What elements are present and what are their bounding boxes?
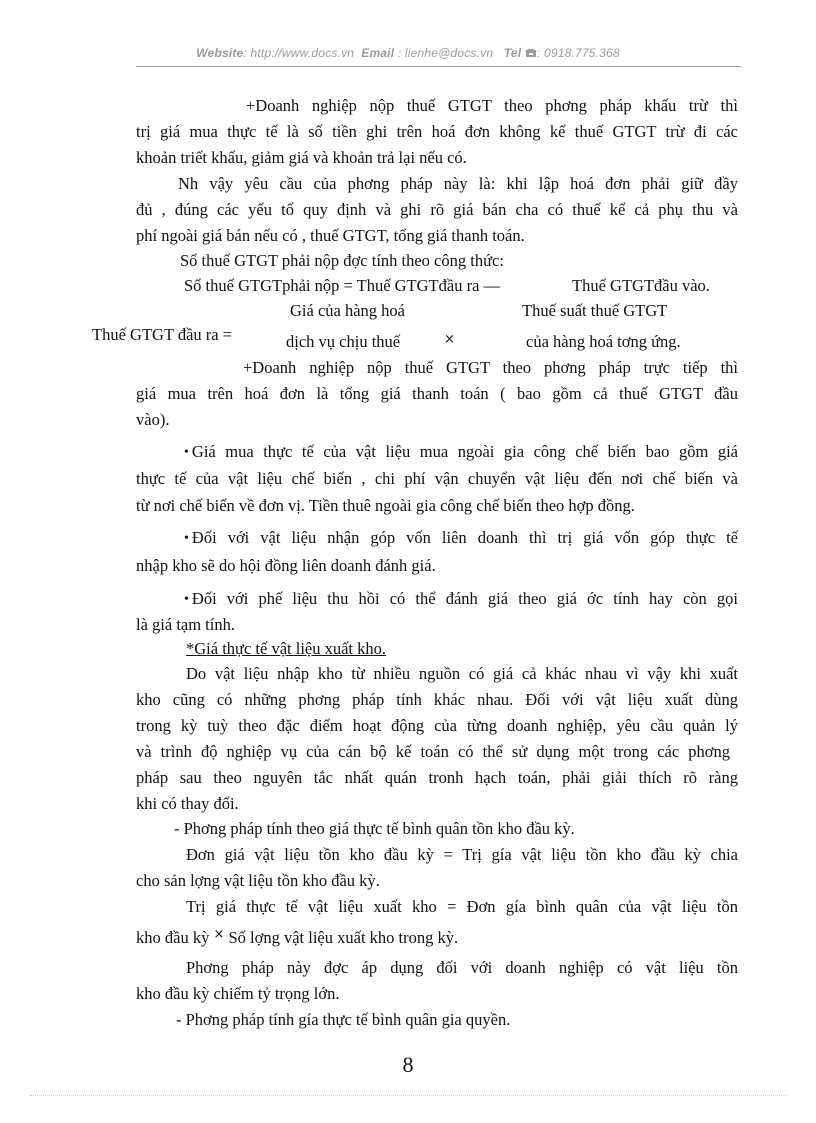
text-line: Đơn giá vật liệu tồn kho đầu kỳ = Trị gía vật liệu tồn kho đầu kỳ chia bbox=[186, 845, 738, 864]
bullet-item: • Đối với vật liệu nhận góp vốn liên doanh thì trị giá vốn góp thực tế bbox=[184, 528, 738, 547]
text-line: vào). bbox=[136, 410, 170, 429]
text-line: cho sản lợng vật liệu tồn kho đầu kỳ. bbox=[136, 871, 380, 890]
text-line: kho đầu kỳ × Số lợng vật liệu xuất kho trong kỳ. bbox=[136, 927, 459, 947]
text-line: phí ngoài giá bán nếu có , thuế GTGT, tổng giá thanh toán. bbox=[136, 226, 525, 245]
text-line: giá mua trên hoá đơn là tổng giá thanh toán ( bao gồm cả thuế GTGT đầu bbox=[136, 384, 738, 403]
formula-numerator-left: Giá của hàng hoá bbox=[290, 301, 405, 320]
page-header bbox=[0, 46, 816, 60]
email-label: Email bbox=[361, 46, 395, 60]
method-heading: - Phơng pháp tính gía thực tế bình quân gia quyền. bbox=[176, 1010, 511, 1029]
text-line: Nh vậy yêu cầu của phơng pháp này là: khi lập hoá đơn phải giữ đầy bbox=[178, 174, 738, 193]
text-line: +Doanh nghiệp nộp thuế GTGT theo phơng pháp khấu trừ thì bbox=[246, 96, 738, 115]
bullet-icon: • bbox=[184, 531, 189, 546]
formula-denominator-left: dịch vụ chịu thuế bbox=[286, 332, 401, 351]
phone-icon bbox=[525, 48, 537, 58]
text-line: +Doanh nghiệp nộp thuế GTGT theo phơng pháp trực tiếp thì bbox=[243, 358, 738, 377]
text-line: đủ , đúng các yếu tố quy định và ghi rõ giá bán cha có thuế kể cả phụ thu và bbox=[136, 200, 738, 219]
text-line: trị giá mua thực tế là số tiền ghi trên hoá đơn không kể thuế GTGT trừ đi các bbox=[136, 122, 738, 141]
method-heading: - Phơng pháp tính theo giá thực tế bình quân tồn kho đầu kỳ. bbox=[174, 819, 575, 838]
page-number: 8 bbox=[402, 1052, 414, 1077]
text-line: kho đầu kỳ chiếm tỷ trọng lớn. bbox=[136, 984, 340, 1003]
bullet-item: • Đối với phế liệu thu hồi có thể đánh giá theo giá ớc tính hay còn gọi bbox=[184, 589, 738, 608]
multiply-symbol: × bbox=[444, 332, 455, 347]
website-url[interactable]: : http://www.docs.vn bbox=[243, 46, 355, 60]
formula-denominator-right: của hàng hoá tơng ứng. bbox=[526, 332, 681, 351]
text-line: kho cũng có những phơng pháp tính khác nhau. Đối với vật liệu xuất dùng bbox=[136, 690, 738, 709]
text-line: Trị giá thực tế vật liệu xuất kho = Đơn gía bình quân của vật liệu tồn bbox=[186, 897, 738, 916]
text-line: thực tế của vật liệu chế biến , chi phí vận chuyển vật liệu đến nơi chế biến và bbox=[136, 469, 738, 488]
text-line: khoản triết khấu, giảm giá và khoản trả lại nếu có. bbox=[136, 148, 467, 167]
multiply-symbol: × bbox=[213, 927, 225, 942]
bullet-icon: • bbox=[184, 445, 189, 460]
formula-label: Thuế GTGT đầu ra = bbox=[92, 325, 233, 344]
website-label: Website bbox=[196, 46, 244, 60]
formula-numerator-right: Thuế suất thuế GTGT bbox=[522, 301, 668, 320]
section-heading: *Giá thực tế vật liệu xuất kho. bbox=[186, 639, 387, 658]
text-line: là giá tạm tính. bbox=[136, 615, 235, 634]
bullet-item: • Giá mua thực tế của vật liệu mua ngoài gia công chế biến bao gồm giá bbox=[184, 442, 738, 461]
tel-number: : 0918.775.368 bbox=[536, 46, 620, 60]
text-line: Số thuế GTGT phải nộp đợc tính theo công thức: bbox=[180, 251, 504, 270]
text-line: nhập kho sẽ do hội đồng liên doanh đánh giá. bbox=[136, 556, 436, 575]
email-address[interactable]: : lienhe@docs.vn bbox=[397, 46, 494, 60]
text-line: pháp sau theo nguyên tắc nhất quán tronh hạch toán, phải giải thích rõ ràng bbox=[136, 768, 738, 787]
bullet-icon: • bbox=[184, 592, 189, 607]
footer-divider bbox=[30, 1095, 786, 1096]
tel-label: Tel bbox=[503, 46, 522, 60]
text-line: Phơng pháp này đợc áp dụng đối với doanh nghiệp có vật liệu tồn bbox=[186, 958, 738, 977]
formula-line: Số thuế GTGTphải nộp = Thuế GTGTđầu ra — bbox=[184, 276, 501, 295]
formula-line: Thuế GTGTđầu vào. bbox=[572, 276, 710, 295]
text-line: khi có thay đổi. bbox=[136, 794, 239, 813]
text-line: và trình độ nghiệp vụ của cán bộ kế toán có thể sử dụng một trong các phơng bbox=[136, 742, 730, 761]
text-line: từ nơi chế biến về đơn vị. Tiền thuê ngoài gia công chế biến theo hợp đồng. bbox=[136, 496, 635, 515]
text-line: Do vật liệu nhập kho từ nhiều nguồn có giá cả khác nhau vì vậy khi xuất bbox=[186, 664, 738, 683]
header-divider bbox=[136, 66, 741, 67]
text-line: trong kỳ tuỳ theo đặc điểm hoạt động của từng doanh nghiệp, yêu cầu quản lý bbox=[136, 716, 738, 735]
